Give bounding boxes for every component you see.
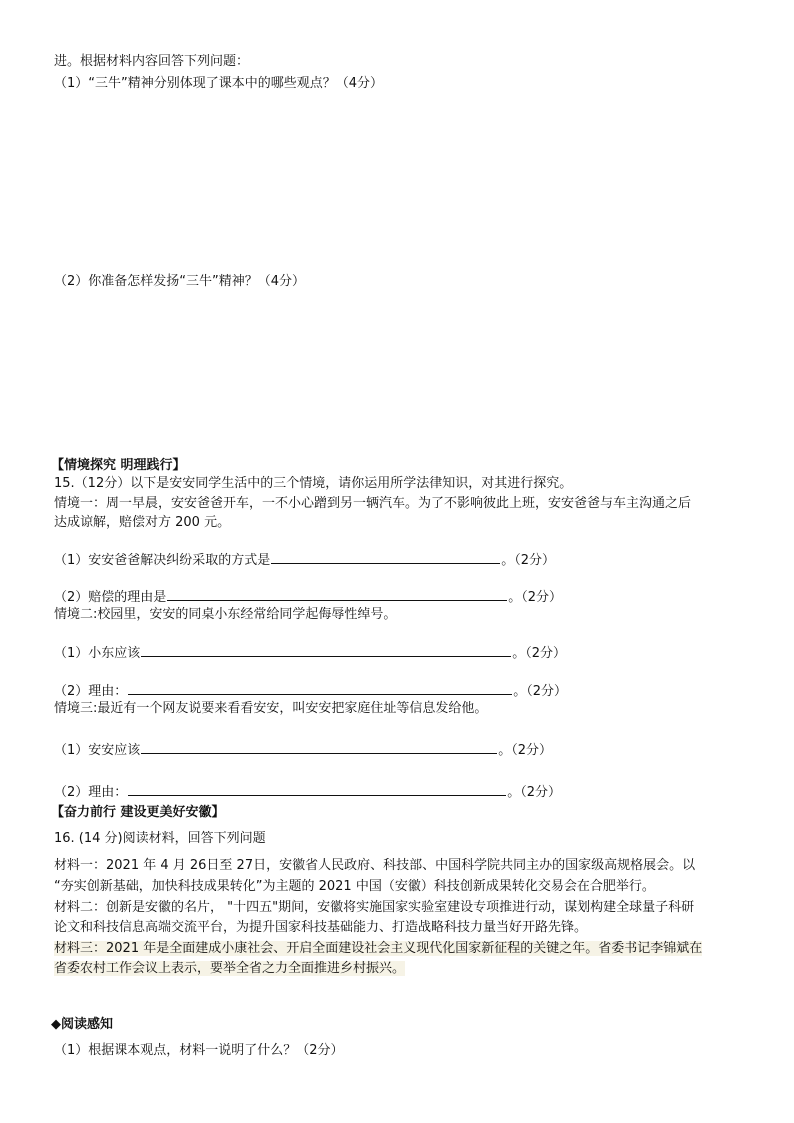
question-15-s2-1 [54, 643, 566, 663]
answer-blank[interactable] [128, 681, 512, 695]
question-15-s3-1 [54, 740, 552, 760]
question-prefix: （1）小东应该 [54, 646, 141, 661]
intro-line: 进。根据材料内容回答下列问题： [54, 54, 250, 69]
situation-1-line-2: 达成谅解，赔偿对方 200 元。 [54, 515, 231, 530]
answer-blank[interactable] [128, 782, 506, 796]
section-heading-anhui: 【奋力前行 建设更美好安徽】 [51, 805, 225, 820]
question-15-intro: 15.（12分）以下是安安同学生活中的三个情境，请你运用所学法律知识，对其进行探究。 [54, 476, 573, 491]
question-15-s1-1 [54, 550, 555, 570]
question-15-s2-2 [54, 681, 567, 701]
question-prefix: （2）赔偿的理由是 [54, 590, 167, 605]
question-14-1: （1）“三牛”精神分别体现了课本中的哪些观点？（4分） [54, 76, 384, 91]
question-prefix: （1）安安应该 [54, 743, 141, 758]
question-prefix: （2）理由： [54, 785, 128, 800]
question-15-s3-2 [54, 782, 561, 802]
material-3-line-1 [54, 940, 702, 958]
question-16-1: （1）根据课本观点，材料一说明了什么？（2分） [54, 1043, 344, 1058]
answer-blank[interactable] [141, 643, 511, 657]
situation-2: 情境二:校园里，安安的同桌小东经常给同学起侮辱性绰号。 [54, 607, 397, 622]
answer-blank[interactable] [271, 550, 500, 564]
material-3-line-2 [54, 960, 405, 978]
question-suffix: 。（2分） [512, 646, 567, 661]
question-15-s1-2 [54, 587, 562, 607]
section-heading-situation: 【情境探究 明理践行】 [51, 458, 186, 473]
situation-1-line-1: 情境一：周一早晨，安安爸爸开车，一不小心蹭到另一辆汽车。为了不影响彼此上班，安安爸爸与车主沟通之后 [54, 496, 692, 511]
question-suffix: 。（2分） [507, 785, 562, 800]
answer-blank[interactable] [141, 740, 497, 754]
material-1-line-2: “夯实创新基础，加快科技成果转化”为主题的 2021 中国（安徽）科技创新成果转化交易会在合肥举行。 [54, 879, 655, 894]
question-14-2: （2）你准备怎样发扬“三牛”精神？（4分） [54, 274, 306, 289]
material-2-line-1: 材料二：创新是安徽的名片， "十四五"期间，安徽将实施国家实验室建设专项推进行动，谋划构建全球量子科研 [54, 900, 695, 915]
question-prefix: （2）理由： [54, 684, 128, 699]
question-16-intro: 16. (14 分)阅读材料，回答下列问题 [54, 831, 266, 846]
question-suffix: 。（2分） [501, 553, 556, 568]
situation-3: 情境三:最近有一个网友说要来看看安安，叫安安把家庭住址等信息发给他。 [54, 701, 488, 716]
question-suffix: 。（2分） [508, 590, 563, 605]
material-3-text: 省委农村工作会议上表示，要举全省之力全面推进乡村振兴。 [54, 961, 406, 976]
question-prefix: （1）安安爸爸解决纠纷采取的方式是 [54, 553, 271, 568]
material-1-line-1: 材料一：2021 年 4 月 26日至 27日，安徽省人民政府、科技部、中国科学院共同主办的国家级高规格展会。以 [54, 858, 696, 873]
material-2-line-2: 论文和科技信息高端交流平台，为提升国家科技基础能力、打造战略科技力量当好开路先锋。 [54, 920, 588, 935]
question-suffix: 。（2分） [498, 743, 553, 758]
material-3-text: 材料三：2021 年是全面建成小康社会、开启全面建设社会主义现代化国家新征程的关键之年。省委书记李锦斌在 [54, 941, 703, 956]
reading-heading: ◆阅读感知 [51, 1017, 113, 1032]
answer-blank[interactable] [167, 587, 507, 601]
question-suffix: 。（2分） [513, 684, 568, 699]
